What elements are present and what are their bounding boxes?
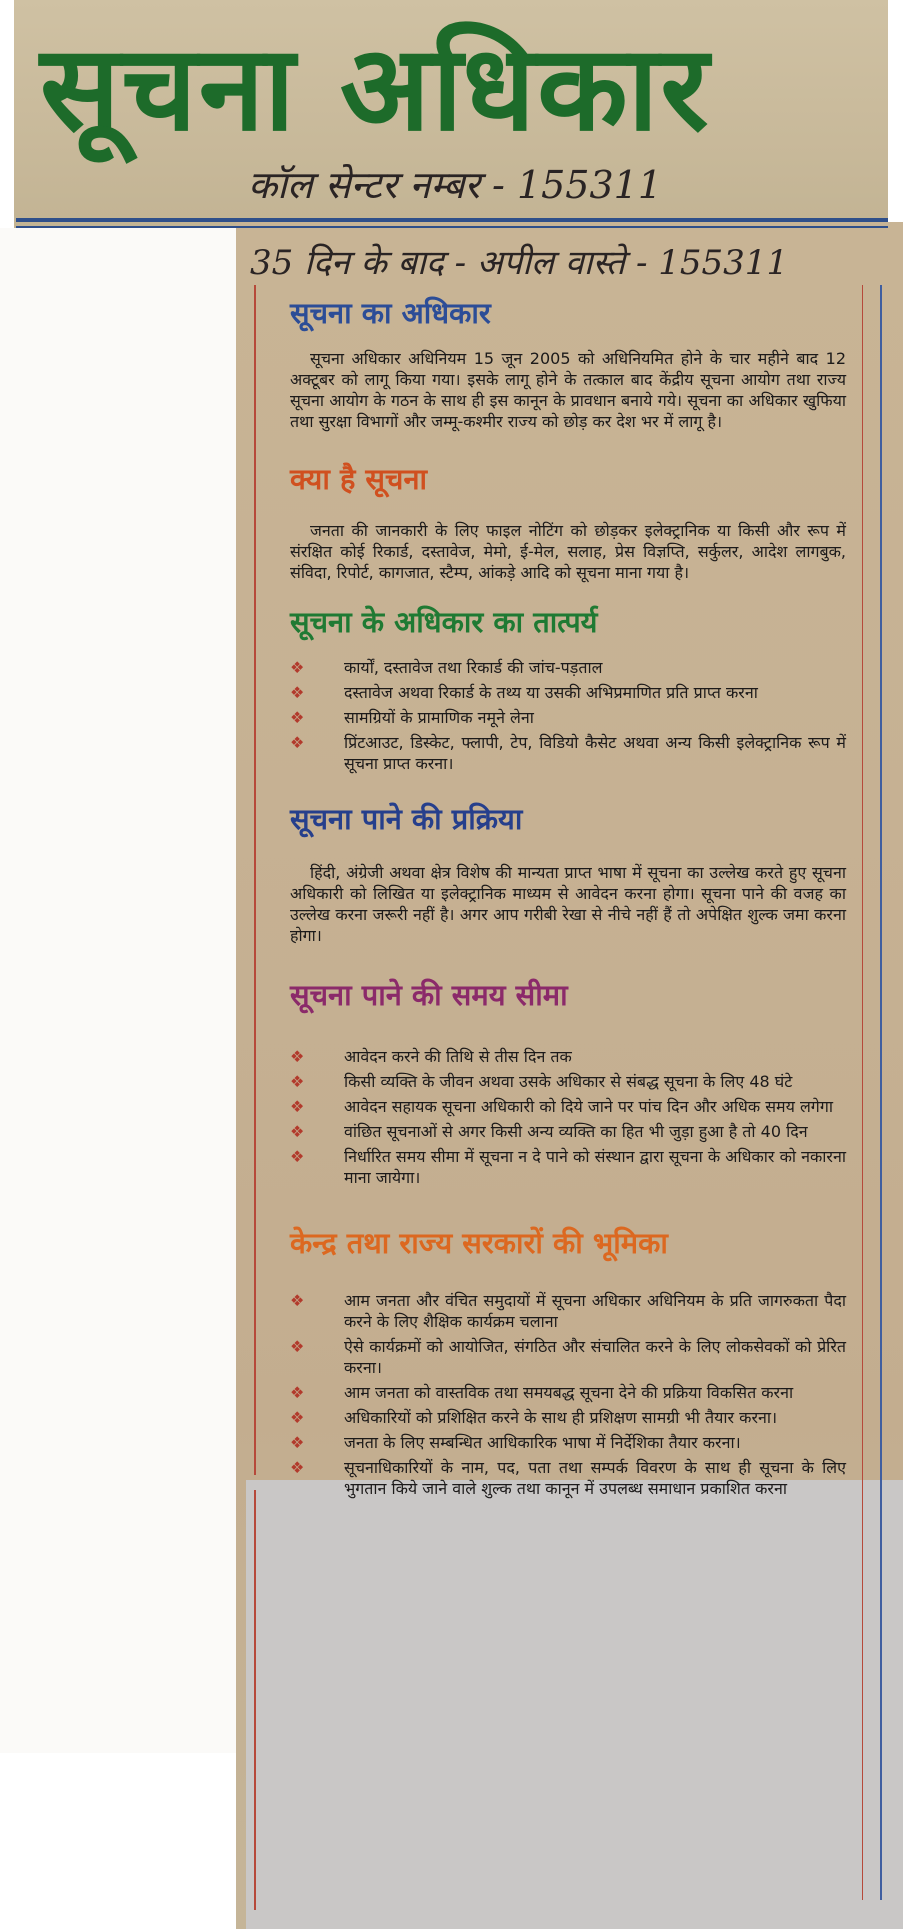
column-rule-left xyxy=(254,285,256,1475)
list-item: ❖ आवेदन करने की तिथि से तीस दिन तक xyxy=(290,1047,572,1066)
diamond-bullet-icon: ❖ xyxy=(290,658,305,677)
clipping-lower-box xyxy=(246,1480,903,1929)
diamond-bullet-icon: ❖ xyxy=(290,683,305,702)
section-rti-intro xyxy=(290,294,846,432)
diamond-bullet-icon: ❖ xyxy=(290,1458,305,1477)
blank-margin xyxy=(0,228,240,1753)
section-rti-meaning xyxy=(290,603,846,774)
diamond-bullet-icon: ❖ xyxy=(290,708,305,727)
diamond-bullet-icon: ❖ xyxy=(290,1047,305,1066)
list-item: ❖ आम जनता को वास्तविक तथा समयबद्ध सूचना देने की प्रक्रिया विकसित करना xyxy=(290,1383,794,1402)
section-heading: सूचना पाने की समय सीमा xyxy=(290,978,568,1012)
bullet-list xyxy=(290,1046,846,1188)
section-heading: सूचना के अधिकार का तात्पर्य xyxy=(290,605,598,639)
column-rule-left-lower xyxy=(254,1490,256,1910)
list-item: ❖ ऐसे कार्यक्रमों को आयोजित, संगठित और संचालित करने के लिए लोकसेवकों को प्रेरित करना। xyxy=(290,1337,846,1377)
handwritten-note-1: कॉल सेन्टर नम्बर - 155311 xyxy=(248,163,663,207)
list-item: ❖ प्रिंटआउट, डिस्केट, फ्लापी, टेप, विडियो कैसेट अथवा अन्य किसी इलेक्ट्रानिक रूप में सूचना प्राप्त करना। xyxy=(290,733,846,773)
bullet-list xyxy=(290,657,846,774)
list-item: ❖ कार्यों, दस्तावेज तथा रिकार्ड की जांच-पड़ताल xyxy=(290,658,603,677)
diamond-bullet-icon: ❖ xyxy=(290,1337,305,1356)
list-item: ❖ किसी व्यक्ति के जीवन अथवा उसके अधिकार से संबद्ध सूचना के लिए 48 घंटे xyxy=(290,1072,793,1091)
diamond-bullet-icon: ❖ xyxy=(290,1383,305,1402)
list-item: ❖ आम जनता और वंचित समुदायों में सूचना अधिकार अधिनियम के प्रति जागरुकता पैदा करने के लिए शैक्षिक कार्यक्रम चलाना xyxy=(290,1291,846,1331)
column-rule-right xyxy=(862,285,863,1900)
diamond-bullet-icon: ❖ xyxy=(290,1097,305,1116)
masthead-title: सूचना अधिकार xyxy=(40,19,711,157)
diamond-bullet-icon: ❖ xyxy=(290,1072,305,1091)
list-item: ❖ आवेदन सहायक सूचना अधिकारी को दिये जाने पर पांच दिन और अधिक समय लगेगा xyxy=(290,1097,833,1116)
section-paragraph: जनता की जानकारी के लिए फाइल नोटिंग को छोड़कर इलेक्ट्रानिक या किसी और रूप में संरक्षित कोई रिकार्ड, दस्तावेज, मेमो, ई-मेल, सलाह, प्रेस विज्ञप्ति, सर्कुलर, आदेश लागबुक, संविदा, रिपोर्ट, कागजात, स्टैम्प, आंकड़े आदि को सूचना माना गया है। xyxy=(290,521,846,582)
section-government-role xyxy=(290,1224,846,1499)
section-heading: क्या है सूचना xyxy=(290,462,428,496)
list-item: ❖ अधिकारियों को प्रशिक्षित करने के साथ ही प्रशिक्षण सामग्री भी तैयार करना। xyxy=(290,1408,778,1427)
list-item: ❖ जनता के लिए सम्बन्धित आधिकारिक भाषा में निर्देशिका तैयार करना। xyxy=(290,1433,741,1452)
diamond-bullet-icon: ❖ xyxy=(290,1147,305,1166)
diamond-bullet-icon: ❖ xyxy=(290,1291,305,1310)
section-heading: सूचना पाने की प्रक्रिया xyxy=(290,802,523,836)
list-item: ❖ दस्तावेज अथवा रिकार्ड के तथ्य या उसकी अभिप्रमाणित प्रति प्राप्त करना xyxy=(290,683,758,702)
section-what-is-information xyxy=(290,460,846,583)
section-paragraph: हिंदी, अंग्रेजी अथवा क्षेत्र विशेष की मान्यता प्राप्त भाषा में सूचना का उल्लेख करते हुए सूचना अधिकारी को लिखित या इलेक्ट्रानिक माध्यम से आवेदन करना होगा। सूचना पाने की वजह का उल्लेख करना जरूरी नहीं है। अगर आप गरीबी रेखा से नीचे नहीं हैं तो अपेक्षित शुल्क जमा करना होगा। xyxy=(290,863,846,945)
diamond-bullet-icon: ❖ xyxy=(290,1408,305,1427)
list-item: ❖ सूचनाधिकारियों के नाम, पद, पता तथा सम्पर्क विवरण के साथ ही सूचना के लिए भुगतान किये जाने वाले शुल्क तथा कानून में उपलब्ध समाधान प्रकाशित करना xyxy=(290,1458,846,1498)
section-heading: केन्द्र तथा राज्य सरकारों की भूमिका xyxy=(290,1226,668,1260)
diamond-bullet-icon: ❖ xyxy=(290,733,305,752)
diamond-bullet-icon: ❖ xyxy=(290,1433,305,1452)
section-heading: सूचना का अधिकार xyxy=(290,296,491,330)
handwritten-note-2: 35 दिन के बाद - अपील वास्ते - 155311 xyxy=(250,243,789,283)
diamond-bullet-icon: ❖ xyxy=(290,1122,305,1141)
section-application-process xyxy=(290,800,846,946)
section-paragraph: सूचना अधिकार अधिनियम 15 जून 2005 को अधिनियमित होने के चार महीने बाद 12 अक्टूबर को लागू किया गया। इसके लागू होने के तत्काल बाद केंद्रीय सूचना आयोग तथा राज्य सूचना आयोग के गठन के साथ ही इस कानून के प्रावधान बनाये गये। सूचना का अधिकार खुफिया तथा सुरक्षा विभागों और जम्मू-कश्मीर राज्य को छोड़ कर देश भर में लागू है। xyxy=(290,349,846,431)
masthead-rule xyxy=(16,218,888,222)
list-item: ❖ वांछित सूचनाओं से अगर किसी अन्य व्यक्ति का हित भी जुड़ा हुआ है तो 40 दिन xyxy=(290,1122,808,1141)
bullet-list xyxy=(290,1290,846,1499)
section-time-limit xyxy=(290,976,846,1188)
list-item: ❖ सामग्रियों के प्रामाणिक नमूने लेना xyxy=(290,708,534,727)
article-body xyxy=(290,290,846,1503)
list-item: ❖ निर्धारित समय सीमा में सूचना न दे पाने को संस्थान द्वारा सूचना के अधिकार को नकारना माना जायेगा। xyxy=(290,1147,846,1187)
column-rule-right-blue xyxy=(880,285,882,1900)
masthead-rule-thin xyxy=(16,226,888,228)
